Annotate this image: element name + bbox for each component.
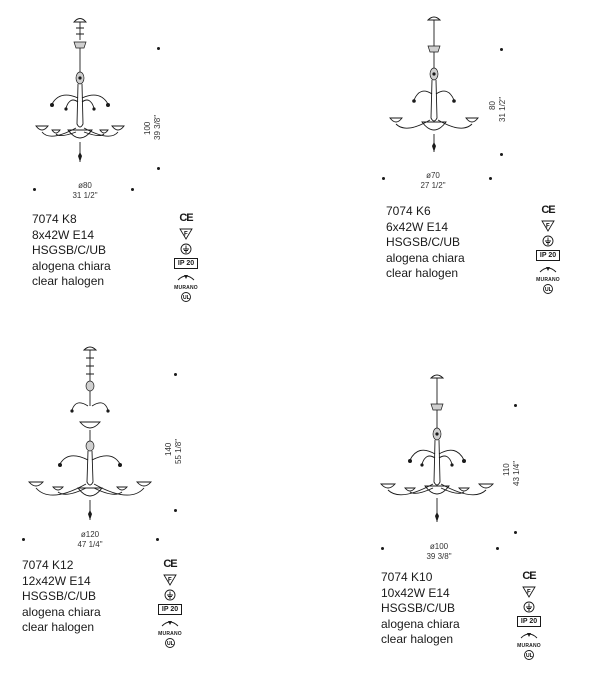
width-dimension-k10 [414, 542, 464, 562]
width-in: 39 3/8" [426, 552, 452, 561]
width-in: 27 1/2" [420, 181, 446, 190]
lamp-spec: 8x42W E14 [32, 227, 95, 242]
ip20-icon: IP 20 [536, 250, 560, 261]
height-in: 31 1/2" [498, 96, 507, 122]
height-dimension-k6-in [498, 97, 508, 122]
chandelier-drawing-k12 [20, 342, 160, 532]
cert-marks-k10 [516, 570, 542, 664]
dim-dot [174, 509, 177, 512]
dim-dot [496, 547, 499, 550]
dim-dot [489, 177, 492, 180]
dim-dot [131, 188, 134, 191]
dim-dot [22, 538, 25, 541]
lamp-type-en: clear halogen [32, 274, 105, 288]
ce-mark-icon: CE [522, 570, 536, 582]
finish-code: HSGSB/C/UB [381, 601, 456, 615]
height-cm: 80 [488, 101, 497, 110]
height-in: 43 1/4" [512, 460, 521, 486]
height-dimension-k6 [488, 101, 498, 110]
dim-dot [382, 177, 385, 180]
murano-logo-icon [158, 618, 182, 632]
lamp-type-en: clear halogen [386, 266, 459, 280]
lamp-type-en: clear halogen [22, 620, 95, 634]
cert-marks-k6 [535, 204, 561, 298]
f-mark-icon [163, 574, 177, 586]
lamp-spec: 6x42W E14 [386, 219, 449, 234]
height-dimension-k12 [164, 443, 174, 456]
dim-dot [157, 47, 160, 50]
svg-text:F: F [168, 577, 172, 584]
dim-dot [514, 531, 517, 534]
model-code: 7074 K6 [386, 204, 431, 218]
svg-text:F: F [546, 223, 550, 230]
ip20-icon: IP 20 [158, 604, 182, 615]
width-in: 47 1/4" [77, 540, 103, 549]
finish-code: HSGSB/C/UB [386, 235, 461, 249]
lamp-type-it: alogena chiara [32, 258, 111, 273]
cert-marks-k8 [173, 212, 199, 306]
murano-label: MURANO [158, 631, 182, 637]
murano-label: MURANO [536, 277, 560, 283]
lamp-type-it: alogena chiara [381, 616, 460, 631]
spec-block-k6 [386, 204, 465, 282]
lamp-type-it: alogena chiara [22, 604, 101, 619]
lamp-type-en: clear halogen [381, 632, 454, 646]
height-dimension-k10-in [512, 461, 522, 486]
ce-mark-icon: CE [541, 204, 555, 216]
murano-logo-icon [517, 630, 541, 644]
ce-mark-icon: CE [179, 212, 193, 224]
height-cm: 100 [143, 121, 152, 135]
model-code: 7074 K8 [32, 212, 77, 226]
lamp-spec: 12x42W E14 [22, 573, 91, 588]
cert-marks-k12 [157, 558, 183, 652]
murano-label: MURANO [174, 285, 198, 291]
ip20-icon: IP 20 [517, 616, 541, 627]
finish-code: HSGSB/C/UB [32, 243, 107, 257]
chandelier-drawing-k6 [380, 12, 490, 172]
spec-block-k10 [381, 570, 460, 648]
width-dimension-k12 [65, 530, 115, 550]
dim-dot [500, 48, 503, 51]
dim-dot [500, 153, 503, 156]
svg-text:F: F [527, 589, 531, 596]
width-dimension-k8 [60, 181, 110, 201]
ground-icon [164, 589, 176, 601]
ul-listed-icon [522, 649, 536, 661]
height-in: 39 3/8" [153, 114, 162, 140]
width-dimension-k6 [408, 171, 458, 191]
dim-dot [33, 188, 36, 191]
ul-listed-icon [541, 283, 555, 295]
f-mark-icon [541, 220, 555, 232]
finish-code: HSGSB/C/UB [22, 589, 97, 603]
width-cm: ø70 [426, 171, 440, 180]
svg-text:UL: UL [545, 287, 552, 293]
f-mark-icon [522, 586, 536, 598]
height-dimension-k8 [143, 122, 153, 135]
dim-dot [174, 373, 177, 376]
ground-icon [523, 601, 535, 613]
lamp-type-it: alogena chiara [386, 250, 465, 265]
ce-mark-icon: CE [163, 558, 177, 570]
width-cm: ø80 [78, 181, 92, 190]
ip20-icon: IP 20 [174, 258, 198, 269]
height-cm: 110 [502, 463, 511, 476]
model-code: 7074 K12 [22, 558, 74, 572]
width-cm: ø100 [429, 542, 449, 551]
height-dimension-k12-in [174, 439, 184, 464]
dim-dot [381, 547, 384, 550]
ul-listed-icon [179, 291, 193, 303]
lamp-spec: 10x42W E14 [381, 585, 450, 600]
svg-text:UL: UL [183, 295, 190, 301]
width-cm: ø120 [80, 530, 100, 539]
f-mark-icon [179, 228, 193, 240]
width-in: 31 1/2" [72, 191, 98, 200]
spec-block-k12 [22, 558, 101, 636]
ground-icon [542, 235, 554, 247]
ground-icon [180, 243, 192, 255]
height-in: 55 1/8" [174, 438, 183, 464]
chandelier-drawing-k8 [30, 12, 140, 182]
svg-text:UL: UL [526, 653, 533, 659]
murano-logo-icon [174, 272, 198, 286]
model-code: 7074 K10 [381, 570, 433, 584]
ul-listed-icon [163, 637, 177, 649]
murano-logo-icon [536, 264, 560, 278]
height-dimension-k10 [502, 463, 512, 476]
chandelier-drawing-k10 [372, 372, 502, 537]
height-cm: 140 [164, 442, 173, 456]
svg-text:UL: UL [167, 641, 174, 647]
spec-block-k8 [32, 212, 111, 290]
dim-dot [514, 404, 517, 407]
height-dimension-k8-in [153, 115, 163, 140]
dim-dot [157, 167, 160, 170]
murano-label: MURANO [517, 643, 541, 649]
dim-dot [156, 538, 159, 541]
svg-text:F: F [184, 231, 188, 238]
